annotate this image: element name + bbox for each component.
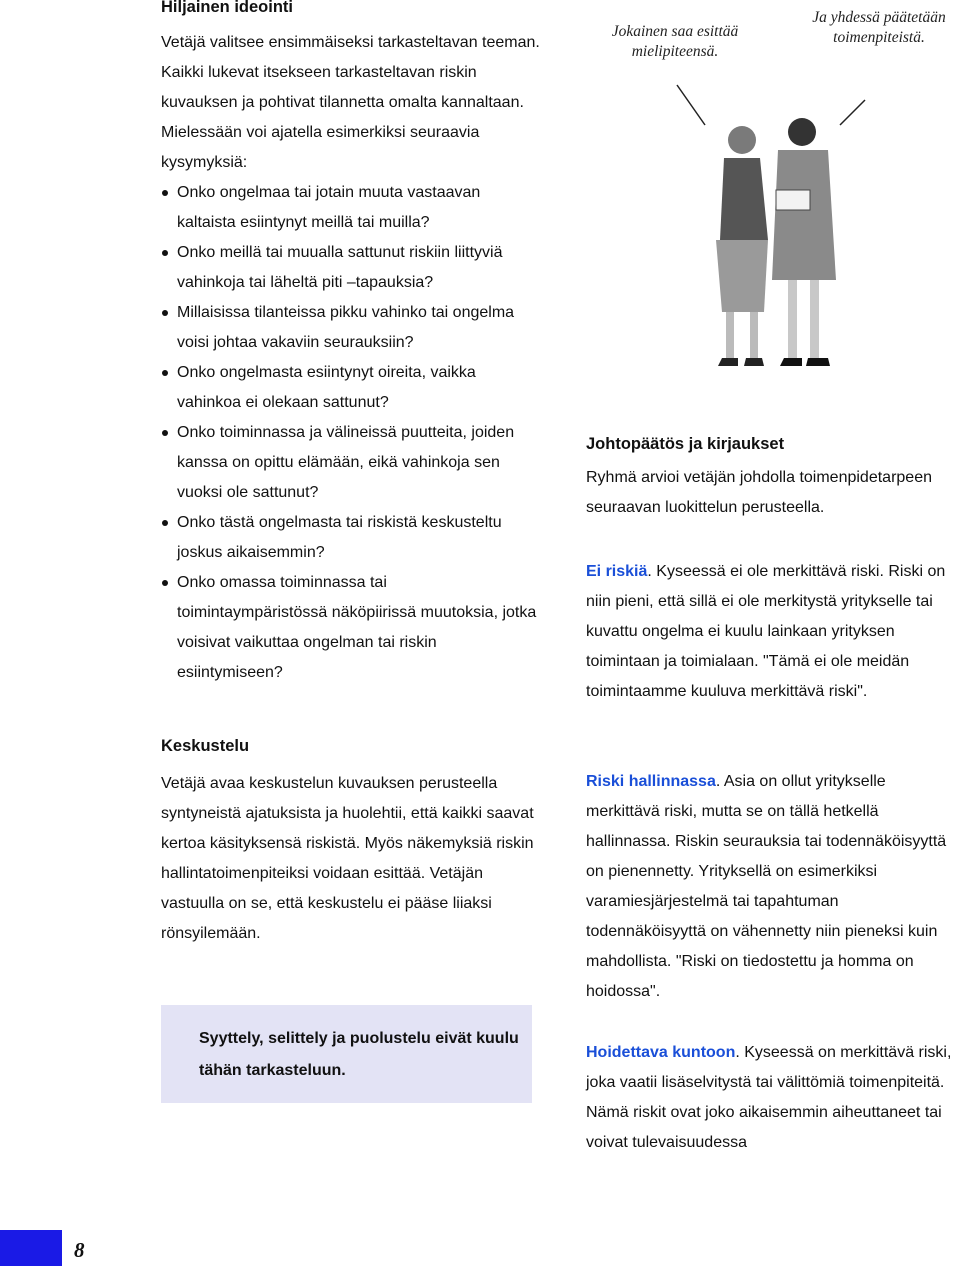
list-item: Onko meillä tai muualla sattunut riskiin liittyviä vahinkoja tai läheltä piti –tapauksia? bbox=[161, 238, 541, 298]
classification-text: . Kyseessä on merkittävä riski, joka vaatii lisäselvitystä tai välittömiä toimenpiteitä. Nämä riskit ovat joko aikaisemmin aiheuttaneet tai voivat tulevaisuudessa bbox=[586, 1044, 952, 1151]
term-riski-hallinnassa: Riski hallinnassa bbox=[586, 773, 716, 790]
list-item: Onko ongelmasta esiintynyt oireita, vaikka vahinkoa ei olekaan sattunut? bbox=[161, 358, 541, 418]
list-item: Onko toiminnassa ja välineissä puutteita, joiden kanssa on opittu elämään, eikä vahinkoja sen vuoksi ole sattunut? bbox=[161, 418, 541, 508]
term-hoidettava-kuntoon: Hoidettava kuntoon bbox=[586, 1044, 736, 1061]
classification-riski-hallinnassa bbox=[586, 767, 960, 1007]
keskustelu-text: Vetäjä avaa keskustelun kuvauksen perusteella syntyneistä ajatuksista ja huolehtii, että kaikki saavat kertoa käsityksensä riskistä. Myös näkemyksiä riskin hallintatoimenpiteiksi voidaan esittää. Vetäjän vastuulla on se, että keskustelu ei pääse liiaksi rönsyilemään. bbox=[161, 775, 534, 942]
section-heading-keskustelu: Keskustelu bbox=[161, 737, 250, 755]
callout-text: Syyttely, selittely ja puolustelu eivät kuulu tähän tarkasteluun. bbox=[199, 1030, 519, 1079]
two-women-illustration bbox=[660, 80, 900, 380]
classification-ei-riskia bbox=[586, 557, 960, 707]
question-list bbox=[161, 178, 541, 688]
list-item: Millaisissa tilanteissa pikku vahinko tai ongelma voisi johtaa vakaviin seurauksiin? bbox=[161, 298, 541, 358]
list-item: Onko tästä ongelmasta tai riskistä keskusteltu joskus aikaisemmin? bbox=[161, 508, 541, 568]
list-item: Onko ongelmaa tai jotain muuta vastaavan kaltaista esiintynyt meillä tai muilla? bbox=[161, 178, 541, 238]
johtopaatos-text: Ryhmä arvioi vetäjän johdolla toimenpidetarpeen seuraavan luokittelun perusteella. bbox=[586, 469, 932, 516]
section-heading-ideointi: Hiljainen ideointi bbox=[161, 0, 294, 16]
callout-box bbox=[161, 1005, 532, 1103]
speech-quote-1: Jokainen saa esittää mielipiteensä. bbox=[611, 23, 739, 60]
section-heading-johtopaatos: Johtopäätös ja kirjaukset bbox=[586, 435, 785, 453]
classification-text: . Kyseessä ei ole merkittävä riski. Riski on niin pieni, että sillä ei ole merkitystä yritykselle tai kuvattu ongelma ei kuulu lainkaan yrityksen toimintaan ja toimialaan. "Tämä ei ole meidän toimintaamme kuuluva merkittävä riski". bbox=[586, 563, 946, 700]
term-ei-riskia: Ei riskiä bbox=[586, 563, 648, 580]
classification-text: . Asia on ollut yritykselle merkittävä riski, mutta se on tällä hetkellä hallinnassa. Riskin seurauksia tai todennäköisyyttä on pienennetty. Yrityksellä on esimerkiksi varamiesjärjestelmä tai tapahtuman todennäköisyyttä on vähennetty niin pieneksi kuin mahdollista. "Riski on tiedostettu ja homma on hoidossa". bbox=[586, 773, 947, 1000]
page-tab-marker bbox=[0, 1230, 62, 1266]
speech-quote-2: Ja yhdessä päätetään toimenpiteistä. bbox=[812, 9, 946, 46]
page-number: 8 bbox=[74, 1238, 85, 1262]
classification-hoidettava-kuntoon bbox=[586, 1038, 960, 1158]
list-item: Onko omassa toiminnassa tai toimintaympäristössä näköpiirissä muutoksia, jotka voisivat vaikuttaa ongelman tai riskin esiintymiseen? bbox=[161, 568, 541, 688]
ideointi-intro: Vetäjä valitsee ensimmäiseksi tarkasteltavan teeman. Kaikki lukevat itsekseen tarkasteltavan riskin kuvauksen ja pohtivat tilannetta omalta kannaltaan. Mielessään voi ajatella esimerkiksi seuraavia kysymyksiä: bbox=[161, 34, 540, 171]
